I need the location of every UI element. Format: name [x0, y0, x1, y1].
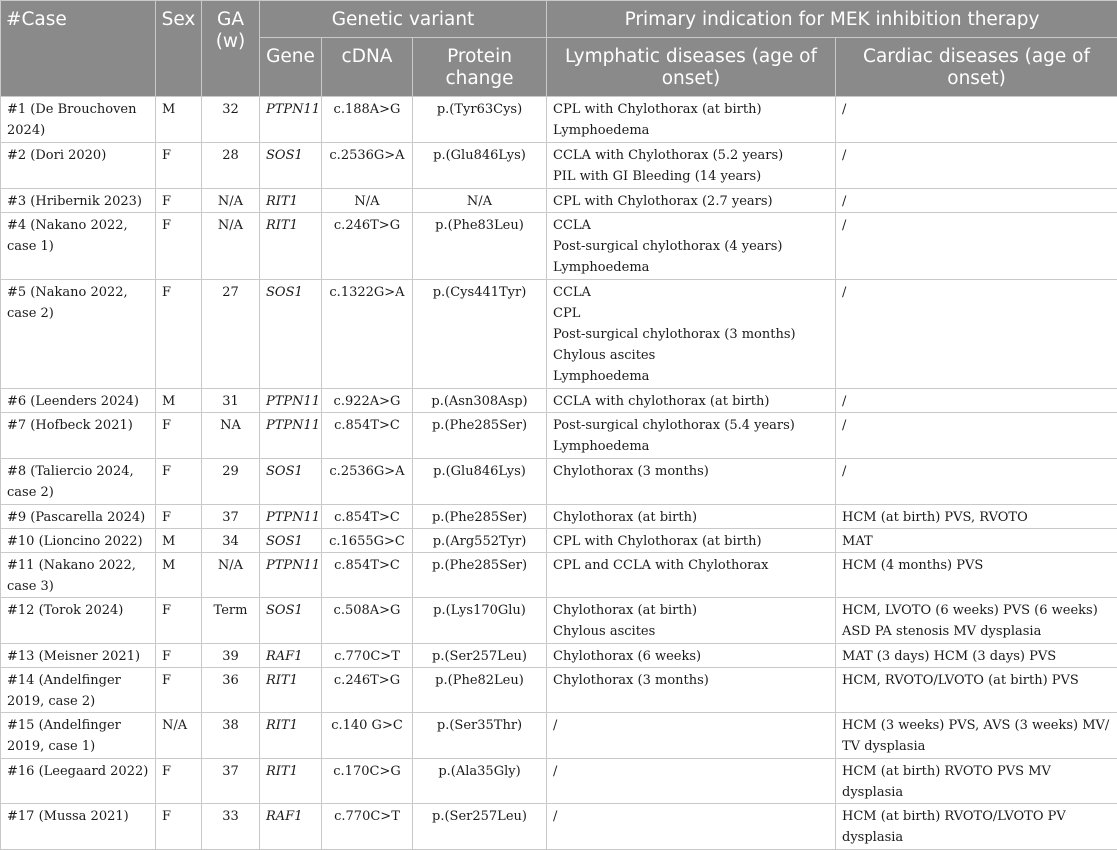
- cell-gene: PTPN11: [260, 389, 322, 413]
- cell-cardiac: HCM (at birth) RVOTO PVS MV dysplasia: [836, 759, 1117, 804]
- header-primary-indication: Primary indication for MEK inhibition therapy: [547, 1, 1117, 38]
- cell-case: #15 (Andelfinger 2019, case 1): [1, 713, 156, 759]
- cell-protein: N/A: [413, 189, 547, 213]
- cell-lymphatic: [547, 553, 836, 598]
- cell-sex: M: [156, 97, 202, 143]
- cell-ga: 36: [202, 668, 260, 713]
- lymphatic-line: Chylothorax (at birth): [553, 507, 829, 528]
- cell-protein: p.(Glu846Lys): [413, 459, 547, 505]
- cell-ga: NA: [202, 413, 260, 459]
- cell-cardiac: HCM (at birth) RVOTO/LVOTO PV dysplasia: [836, 804, 1117, 850]
- cell-sex: F: [156, 644, 202, 668]
- cell-protein: p.(Phe285Ser): [413, 553, 547, 598]
- cell-case: #4 (Nakano 2022, case 1): [1, 213, 156, 280]
- cell-case: #12 (Torok 2024): [1, 598, 156, 644]
- cell-lymphatic: [547, 668, 836, 713]
- cell-lymphatic: [547, 413, 836, 459]
- table-header: [1, 1, 1117, 97]
- cell-protein: p.(Ser257Leu): [413, 644, 547, 668]
- cell-protein: p.(Tyr63Cys): [413, 97, 547, 143]
- header-lymphatic: Lymphatic diseases (age of onset): [547, 38, 836, 97]
- table-row: [1, 389, 1117, 413]
- cell-lymphatic: [547, 644, 836, 668]
- cell-protein: p.(Ala35Gly): [413, 759, 547, 804]
- cell-cardiac: MAT: [836, 529, 1117, 553]
- cell-case: #7 (Hofbeck 2021): [1, 413, 156, 459]
- cell-cardiac: /: [836, 413, 1117, 459]
- cell-ga: 33: [202, 804, 260, 850]
- cell-lymphatic: [547, 459, 836, 505]
- cell-case: #10 (Lioncino 2022): [1, 529, 156, 553]
- table-row: [1, 189, 1117, 213]
- cell-sex: M: [156, 389, 202, 413]
- cell-cardiac: HCM (3 weeks) PVS, AVS (3 weeks) MV/ TV dysplasia: [836, 713, 1117, 759]
- header-gene: Gene: [260, 38, 322, 97]
- cell-protein: p.(Glu846Lys): [413, 143, 547, 189]
- cell-cardiac: /: [836, 459, 1117, 505]
- lymphatic-line: Chylothorax (3 months): [553, 670, 829, 691]
- lymphatic-line: CCLA with Chylothorax (5.2 years): [553, 145, 829, 166]
- cell-ga: 32: [202, 97, 260, 143]
- cell-cdna: c.854T>C: [322, 505, 413, 529]
- cell-sex: F: [156, 413, 202, 459]
- cell-ga: Term: [202, 598, 260, 644]
- lymphatic-line: CPL with Chylothorax (2.7 years): [553, 191, 829, 212]
- lymphatic-line: Lymphoedema: [553, 120, 829, 141]
- table-row: [1, 759, 1117, 804]
- cell-case: #9 (Pascarella 2024): [1, 505, 156, 529]
- cell-ga: 39: [202, 644, 260, 668]
- table-row: [1, 280, 1117, 389]
- cell-case: #2 (Dori 2020): [1, 143, 156, 189]
- cell-cdna: c.1655G>C: [322, 529, 413, 553]
- header-protein-change: Protein change: [413, 38, 547, 97]
- cell-protein: p.(Ser257Leu): [413, 804, 547, 850]
- cell-case: #8 (Taliercio 2024, case 2): [1, 459, 156, 505]
- lymphatic-line: CPL with Chylothorax (at birth): [553, 531, 829, 552]
- lymphatic-line: CPL with Chylothorax (at birth): [553, 99, 829, 120]
- cell-lymphatic: [547, 97, 836, 143]
- cell-lymphatic: [547, 213, 836, 280]
- cell-lymphatic: [547, 280, 836, 389]
- cell-sex: M: [156, 529, 202, 553]
- cell-sex: F: [156, 143, 202, 189]
- cell-case: #6 (Leenders 2024): [1, 389, 156, 413]
- table-row: [1, 529, 1117, 553]
- cell-cardiac: /: [836, 143, 1117, 189]
- cell-lymphatic: [547, 598, 836, 644]
- lymphatic-line: Lymphoedema: [553, 436, 829, 457]
- cell-gene: PTPN11: [260, 97, 322, 143]
- cell-ga: 28: [202, 143, 260, 189]
- cell-sex: F: [156, 759, 202, 804]
- cell-cardiac: HCM (at birth) PVS, RVOTO: [836, 505, 1117, 529]
- cell-cdna: c.508A>G: [322, 598, 413, 644]
- cell-ga: 38: [202, 713, 260, 759]
- cell-gene: RIT1: [260, 759, 322, 804]
- cell-protein: p.(Lys170Glu): [413, 598, 547, 644]
- cell-gene: RIT1: [260, 189, 322, 213]
- cell-cdna: N/A: [322, 189, 413, 213]
- table-row: [1, 143, 1117, 189]
- cell-sex: F: [156, 804, 202, 850]
- cell-cardiac: /: [836, 389, 1117, 413]
- cell-cdna: c.188A>G: [322, 97, 413, 143]
- cell-cardiac: HCM (4 months) PVS: [836, 553, 1117, 598]
- table-row: [1, 644, 1117, 668]
- lymphatic-line: CCLA with chylothorax (at birth): [553, 391, 829, 412]
- table-row: [1, 413, 1117, 459]
- cell-sex: N/A: [156, 713, 202, 759]
- table-row: [1, 213, 1117, 280]
- cell-lymphatic: [547, 143, 836, 189]
- cell-sex: M: [156, 553, 202, 598]
- cell-sex: F: [156, 189, 202, 213]
- lymphatic-line: Chylous ascites: [553, 621, 829, 642]
- cell-ga: 29: [202, 459, 260, 505]
- cell-protein: p.(Phe285Ser): [413, 413, 547, 459]
- cell-case: #1 (De Brouchoven 2024): [1, 97, 156, 143]
- cell-sex: F: [156, 459, 202, 505]
- cell-gene: SOS1: [260, 598, 322, 644]
- cell-sex: F: [156, 280, 202, 389]
- header-ga: GA (w): [202, 1, 260, 97]
- cell-cardiac: /: [836, 280, 1117, 389]
- cell-ga: N/A: [202, 553, 260, 598]
- lymphatic-line: Lymphoedema: [553, 366, 829, 387]
- cell-gene: SOS1: [260, 459, 322, 505]
- table-row: [1, 553, 1117, 598]
- cell-cdna: c.854T>C: [322, 553, 413, 598]
- cell-cdna: c.1322G>A: [322, 280, 413, 389]
- cell-ga: 37: [202, 759, 260, 804]
- header-cardiac: Cardiac diseases (age of onset): [836, 38, 1117, 97]
- table-row: [1, 459, 1117, 505]
- cell-gene: RIT1: [260, 713, 322, 759]
- cell-lymphatic: [547, 529, 836, 553]
- table-row: [1, 598, 1117, 644]
- cell-lymphatic: [547, 505, 836, 529]
- cell-ga: 37: [202, 505, 260, 529]
- cell-cdna: c.770C>T: [322, 644, 413, 668]
- cell-gene: RAF1: [260, 644, 322, 668]
- cell-cardiac: /: [836, 97, 1117, 143]
- cell-protein: p.(Arg552Tyr): [413, 529, 547, 553]
- cell-case: #16 (Leegaard 2022): [1, 759, 156, 804]
- cell-lymphatic: [547, 713, 836, 759]
- header-cdna: cDNA: [322, 38, 413, 97]
- cell-cdna: c.170C>G: [322, 759, 413, 804]
- lymphatic-line: Post-surgical chylothorax (4 years): [553, 236, 829, 257]
- cell-cdna: c.2536G>A: [322, 459, 413, 505]
- lymphatic-line: CCLA: [553, 282, 829, 303]
- cell-ga: 31: [202, 389, 260, 413]
- cell-cardiac: /: [836, 189, 1117, 213]
- cell-protein: p.(Phe82Leu): [413, 668, 547, 713]
- lymphatic-line: CPL and CCLA with Chylothorax: [553, 555, 829, 576]
- cell-cardiac: HCM, RVOTO/LVOTO (at birth) PVS: [836, 668, 1117, 713]
- cell-protein: p.(Asn308Asp): [413, 389, 547, 413]
- cell-gene: RAF1: [260, 804, 322, 850]
- lymphatic-line: Chylothorax (6 weeks): [553, 646, 829, 667]
- cell-cdna: c.246T>G: [322, 668, 413, 713]
- cell-sex: F: [156, 505, 202, 529]
- cell-cdna: c.140 G>C: [322, 713, 413, 759]
- lymphatic-line: Chylothorax (3 months): [553, 461, 829, 482]
- cell-lymphatic: [547, 759, 836, 804]
- lymphatic-line: Post-surgical chylothorax (5.4 years): [553, 415, 829, 436]
- cell-gene: PTPN11: [260, 413, 322, 459]
- lymphatic-line: /: [553, 806, 829, 827]
- lymphatic-line: PIL with GI Bleeding (14 years): [553, 166, 829, 187]
- table-row: [1, 668, 1117, 713]
- lymphatic-line: CPL: [553, 303, 829, 324]
- cell-cdna: c.246T>G: [322, 213, 413, 280]
- cell-sex: F: [156, 598, 202, 644]
- cell-cdna: c.770C>T: [322, 804, 413, 850]
- table-body: [1, 97, 1117, 850]
- cell-sex: F: [156, 213, 202, 280]
- cell-case: #17 (Mussa 2021): [1, 804, 156, 850]
- header-genetic-variant: Genetic variant: [260, 1, 547, 38]
- cell-cdna: c.854T>C: [322, 413, 413, 459]
- cell-protein: p.(Phe83Leu): [413, 213, 547, 280]
- cell-case: #14 (Andelfinger 2019, case 2): [1, 668, 156, 713]
- cell-ga: N/A: [202, 213, 260, 280]
- cell-case: #5 (Nakano 2022, case 2): [1, 280, 156, 389]
- cell-gene: SOS1: [260, 280, 322, 389]
- cell-cardiac: /: [836, 213, 1117, 280]
- cell-gene: RIT1: [260, 668, 322, 713]
- cell-sex: F: [156, 668, 202, 713]
- cell-lymphatic: [547, 189, 836, 213]
- cell-protein: p.(Ser35Thr): [413, 713, 547, 759]
- table-row: [1, 97, 1117, 143]
- lymphatic-line: /: [553, 761, 829, 782]
- cell-cardiac: MAT (3 days) HCM (3 days) PVS: [836, 644, 1117, 668]
- cell-ga: 34: [202, 529, 260, 553]
- cell-gene: PTPN11: [260, 505, 322, 529]
- lymphatic-line: Lymphoedema: [553, 257, 829, 278]
- header-case: #Case: [1, 1, 156, 97]
- cell-cardiac: HCM, LVOTO (6 weeks) PVS (6 weeks) ASD PA stenosis MV dysplasia: [836, 598, 1117, 644]
- cell-cdna: c.922A>G: [322, 389, 413, 413]
- cell-ga: 27: [202, 280, 260, 389]
- lymphatic-line: Chylothorax (at birth): [553, 600, 829, 621]
- cell-gene: SOS1: [260, 143, 322, 189]
- header-sex: Sex: [156, 1, 202, 97]
- cell-gene: PTPN11: [260, 553, 322, 598]
- cell-protein: p.(Phe285Ser): [413, 505, 547, 529]
- cell-lymphatic: [547, 389, 836, 413]
- lymphatic-line: Post-surgical chylothorax (3 months): [553, 324, 829, 345]
- lymphatic-line: /: [553, 715, 829, 736]
- cell-case: #11 (Nakano 2022, case 3): [1, 553, 156, 598]
- cell-protein: p.(Cys441Tyr): [413, 280, 547, 389]
- cell-case: #3 (Hribernik 2023): [1, 189, 156, 213]
- table-row: [1, 505, 1117, 529]
- cell-case: #13 (Meisner 2021): [1, 644, 156, 668]
- cell-gene: SOS1: [260, 529, 322, 553]
- cell-gene: RIT1: [260, 213, 322, 280]
- cell-ga: N/A: [202, 189, 260, 213]
- lymphatic-line: Chylous ascites: [553, 345, 829, 366]
- lymphatic-line: CCLA: [553, 215, 829, 236]
- cell-cdna: c.2536G>A: [322, 143, 413, 189]
- table-row: [1, 713, 1117, 759]
